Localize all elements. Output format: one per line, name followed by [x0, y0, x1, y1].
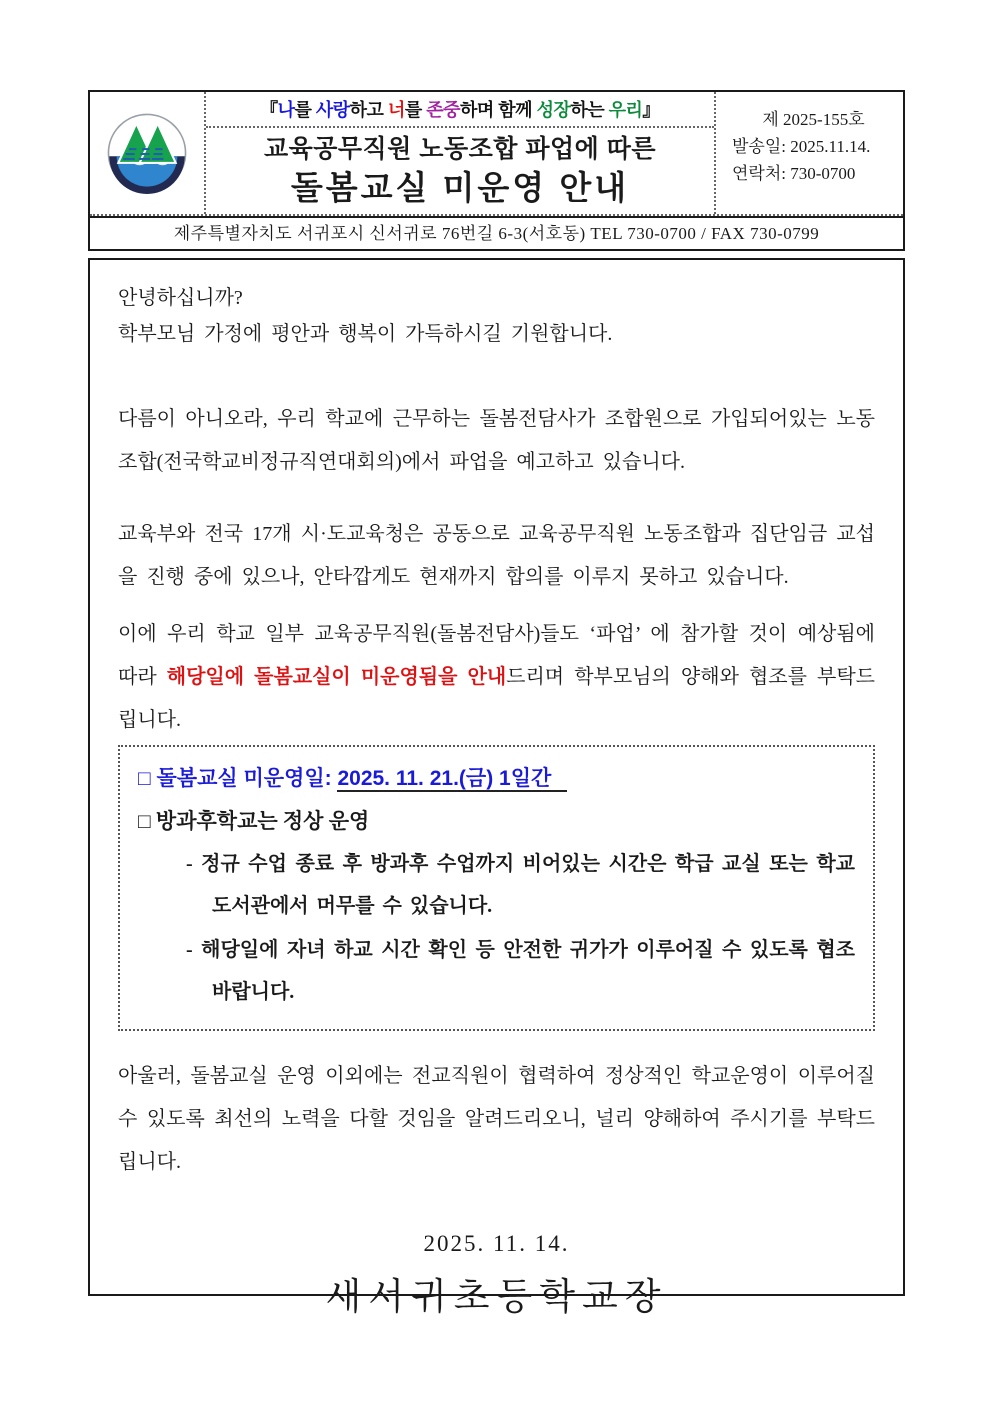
strike-highlight-text: 해당일에 돌봄교실이 미운영됨을 안내 — [166, 666, 507, 688]
issue-date: 2025. 11. 14. — [423, 1231, 570, 1256]
slogan-part: 성장 — [536, 100, 571, 120]
principal-signature: 새서귀초등학교장 — [325, 1277, 668, 1318]
key-notice-box — [118, 745, 875, 1031]
slogan-part: 사랑 — [315, 100, 350, 120]
slogan-part: 하며 함께 — [460, 100, 537, 120]
paragraph-closing: 아울러, 돌봄교실 운영 이외에는 전교직원이 협력하여 정상적인 학교운영이 이루어질 수 있도록 최선의 노력을 다할 것임을 알려드리오니, 널리 양해하여 주시기를 부탁드립니다. — [118, 1065, 875, 1173]
notice-item-closure-date — [138, 759, 855, 799]
slogan-part: 하고 — [349, 100, 388, 120]
slogan-part: 나 — [277, 100, 295, 120]
document-titles — [206, 128, 714, 214]
closure-date-label: □ 돌봄교실 미운영일: — [138, 767, 338, 790]
header-top-row — [90, 92, 903, 216]
strike-text-before: 이에 우리 학교 일부 교육공무직원(돌봄전담사)들도 ‘파업’ 에 참가할 것이 예상됨에 따라 — [118, 623, 875, 688]
notice-subitem-safe-return: - 해당일에 자녀 하교 시간 확인 등 안전한 귀가가 이루어질 수 있도록 협조 바랍니다. — [186, 939, 855, 1003]
slogan-part: 존중 — [426, 100, 460, 120]
slogan-part: 『 — [260, 100, 278, 120]
slogan-part: 우리 — [608, 100, 643, 120]
slogan-part: 하는 — [570, 100, 609, 120]
greeting-line-1: 안녕하십니까? — [118, 287, 243, 309]
document-send-date: 발송일: 2025.11.14. — [732, 137, 871, 156]
school-slogan — [206, 92, 714, 128]
document-subtitle: 교육공무직원 노동조합 파업에 따른 — [263, 134, 657, 163]
document-title: 돌봄교실 미운영 안내 — [290, 169, 630, 207]
notice-body — [88, 258, 905, 1318]
slogan-part: 너 — [387, 100, 405, 120]
paragraph-negotiation-status: 교육부와 전국 17개 시·도교육청은 공동으로 교육공무직원 노동조합과 집단임금 교섭을 진행 중에 있으나, 안타깝게도 현재까지 합의를 이루지 못하고 있습니다. — [118, 523, 875, 588]
school-emblem-icon — [106, 112, 188, 194]
paragraph-union-strike-notice: 다름이 아니오라, 우리 학교에 근무하는 돌봄전담사가 조합원으로 가입되어있는 노동조합(전국학교비정규직연대회의)에서 파업을 예고하고 있습니다. — [118, 408, 875, 473]
school-logo-cell — [90, 92, 206, 214]
document-info-cell — [714, 92, 903, 214]
school-address-bar: 제주특별자치도 서귀포시 신서귀로 76번길 6-3(서호동) TEL 730-0700 / FAX 730-0799 — [90, 216, 903, 249]
paragraph-strike-participation — [118, 613, 875, 742]
document-contact: 연락처: 730-0700 — [732, 164, 856, 183]
slogan-part: 를 — [404, 100, 427, 120]
strike-text-after: 드리며 학부모님의 양해와 협조를 부탁드립니다. — [118, 666, 876, 731]
notice-subitem-waiting-place: - 정규 수업 종료 후 방과후 수업까지 비어있는 시간은 학급 교실 또는 학교 도서관에서 머무를 수 있습니다. — [186, 853, 855, 917]
slogan-part: 』 — [642, 100, 660, 120]
closure-date-value: 2025. 11. 21.(금) 1일간 — [337, 767, 567, 792]
slogan-part: 를 — [294, 100, 316, 120]
notice-item-afterschool-normal: □ 방과후학교는 정상 운영 — [138, 809, 370, 833]
greeting-line-2: 학부모님 가정에 평안과 행복이 가득하시길 기원합니다. — [118, 323, 613, 345]
document-number: 제 2025-155호 — [762, 110, 865, 129]
document-header — [88, 90, 905, 251]
header-title-cell — [206, 92, 714, 214]
